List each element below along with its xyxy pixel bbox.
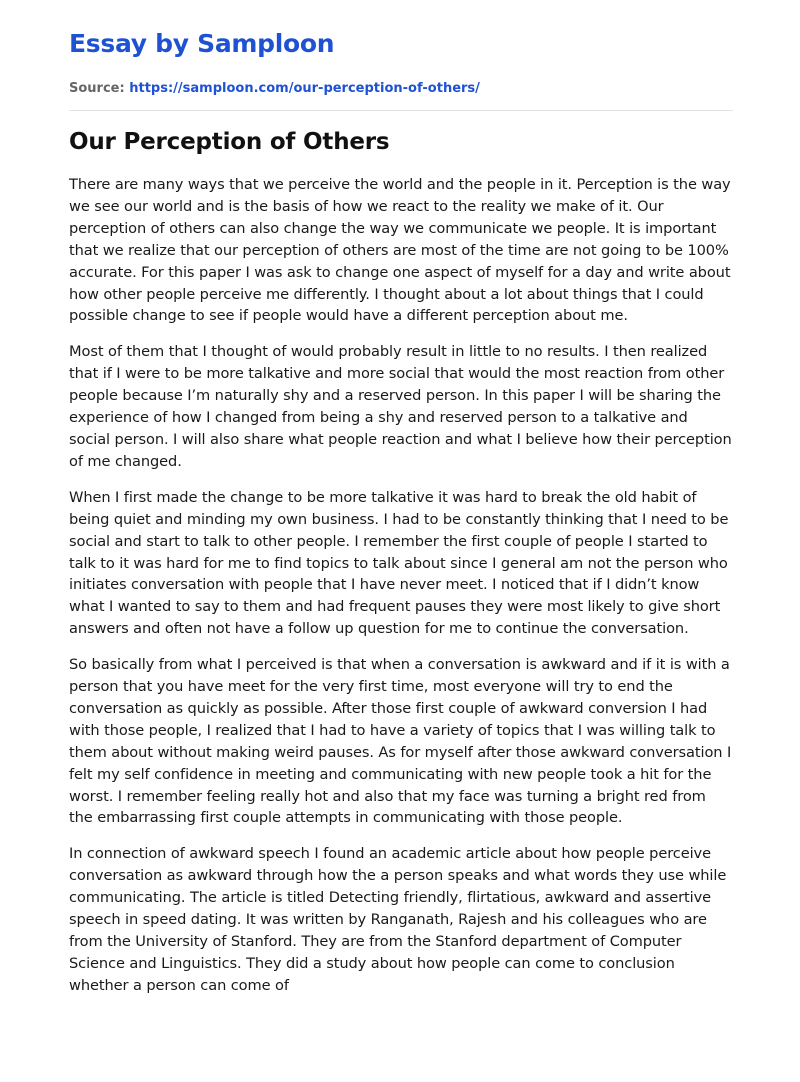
source-line <box>69 80 733 98</box>
essay-body <box>69 174 733 997</box>
source-link[interactable]: https://samploon.com/our-perception-of-others/ <box>129 81 480 96</box>
paragraph: Most of them that I thought of would probably result in little to no results. I then realized that if I were to be more talkative and more social that would the most reaction from other people because I’m naturally shy and a reserved person. In this paper I will be sharing the experience of how I changed from being a shy and reserved person to a talkative and social person. I will also share what people reaction and what I believe how their perception of me changed. <box>69 343 732 470</box>
essay-page <box>69 28 733 1011</box>
site-brand[interactable]: Essay by Samploon <box>69 29 335 58</box>
paragraph: There are many ways that we perceive the world and the people in it. Perception is the way we see our world and is the basis of how we react to the reality we make of it. Our perception of others can also change the way we communicate we people. It is important that we realize that our perception of others are most of the time are not going to be 100% accurate. For this paper I was ask to change one aspect of myself for a day and write about how other people perceive me differently. I thought about a lot about things that I could possible change to see if people would have a different perception about me. <box>69 176 731 325</box>
header-divider <box>69 110 733 111</box>
page-title: Our Perception of Others <box>69 129 390 155</box>
paragraph: When I first made the change to be more talkative it was hard to break the old habit of being quiet and minding my own business. I had to be constantly thinking that I need to be social and start to talk to other people. I remember the first couple of people I started to talk to it was hard for me to find topics to talk about since I general am not the person who initiates conversation with people that I have never meet. I noticed that if I didn’t know what I wanted to say to them and had frequent pauses they were most likely to give short answers and often not have a follow up question for me to continue the conversation. <box>69 488 729 638</box>
paragraph: So basically from what I perceived is that when a conversation is awkward and if it is with a person that you have meet for the very first time, most everyone will try to end the conversation as quickly as possible. After those first couple of awkward conversion I had with those people, I realized that I had to have a variety of topics that I was willing talk to them about without making weird pauses. As for myself after those awkward conversation I felt my self confidence in meeting and communicating with new people took a hit for the worst. I remember feeling really hot and also that my face was turning a bright red from the embarrassing first couple attempts in communicating with those people. <box>69 656 732 827</box>
paragraph: In connection of awkward speech I found an academic article about how people perceive conversation as awkward through how the a person speaks and what words they use while communicating. The article is titled Detecting friendly, flirtatious, awkward and assertive speech in speed dating. It was written by Ranganath, Rajesh and his colleagues who are from the University of Stanford. They are from the Stanford department of Computer Science and Linguistics. They did a study about how people can come to conclusion whether a person can come of <box>69 845 727 994</box>
source-label: Source: <box>69 81 125 96</box>
